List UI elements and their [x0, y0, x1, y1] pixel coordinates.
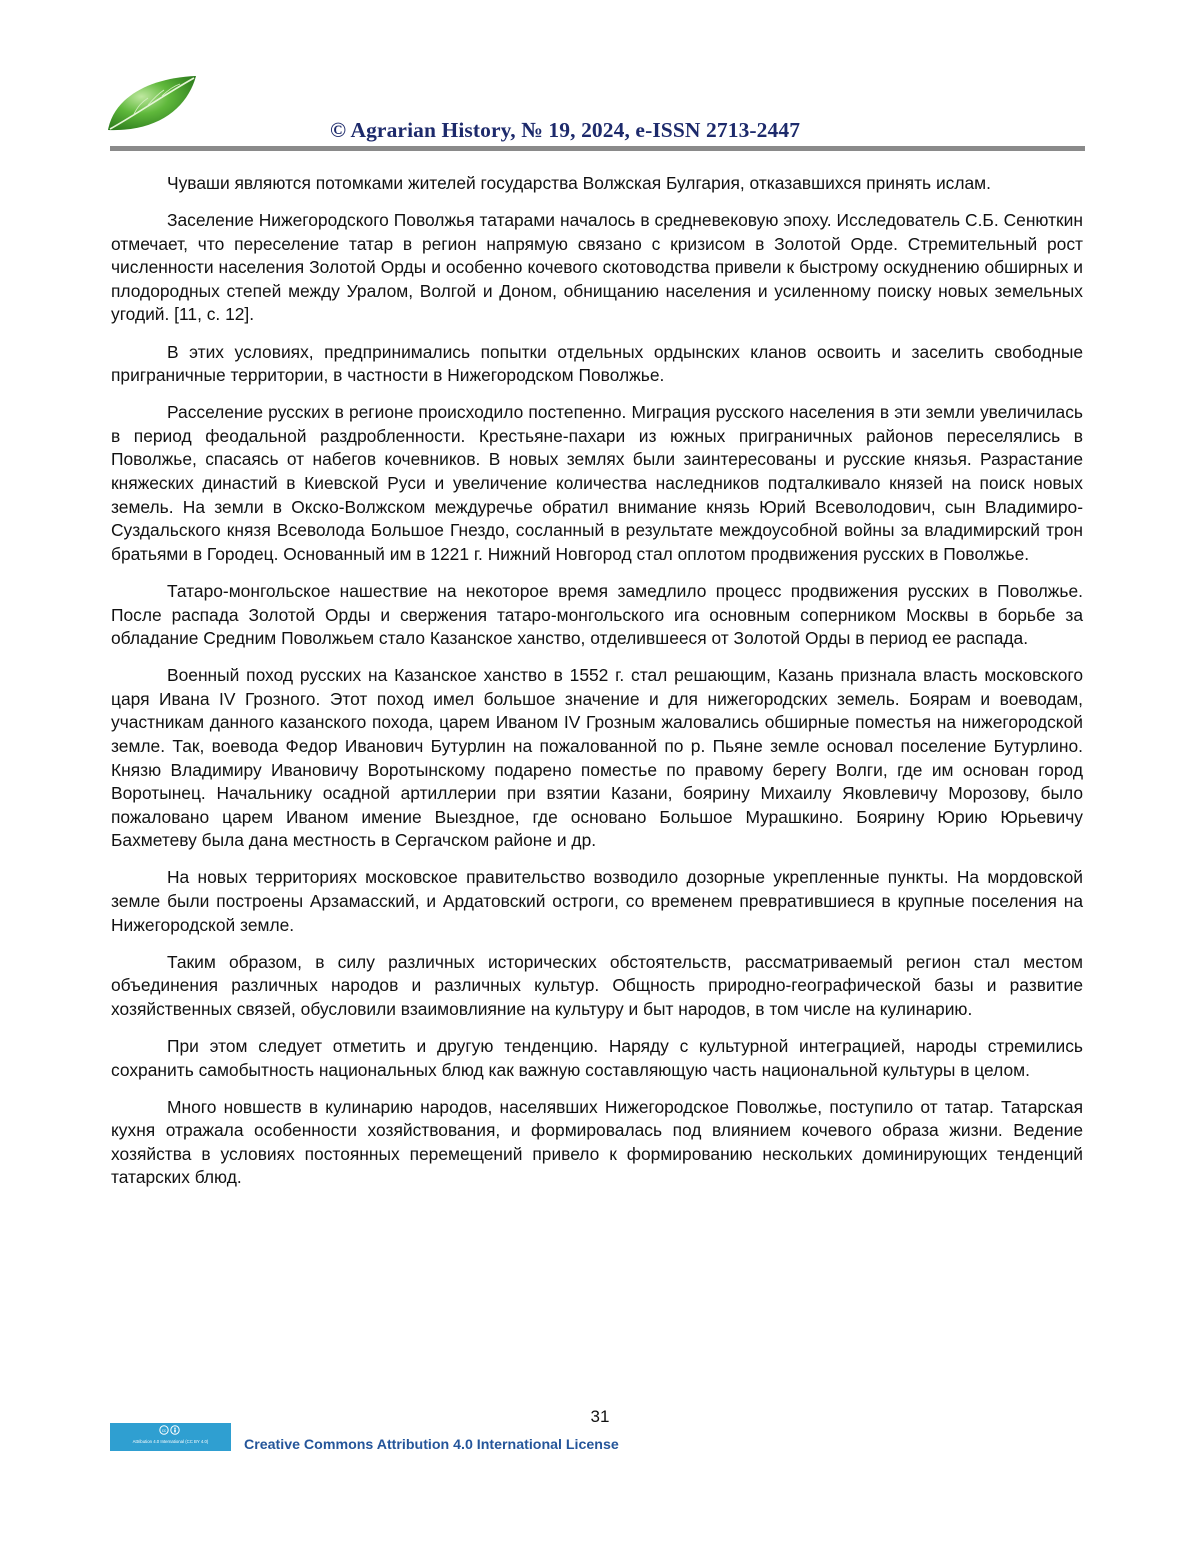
paragraph: На новых территориях московское правительство возводило дозорные укрепленные пункты. На мордовской земле были построены Арзамасский, и Ардатовский остроги, со временем превратившиеся в крупные поселения на Нижегородской земле. [111, 867, 1083, 935]
leaf-icon [104, 72, 200, 136]
cc-badge-text: Attribution 4.0 International (CC BY 4.0) [132, 1439, 209, 1444]
cc-license-badge[interactable] [110, 1423, 231, 1451]
paragraph: Чуваши являются потомками жителей государства Волжская Булгария, отказавшихся принять ислам. [167, 173, 991, 193]
paragraph: В этих условиях, предпринимались попытки отдельных ордынских кланов освоить и заселить свободные приграничные территории, в частности в Нижегородском Поволжье. [111, 341, 1083, 386]
header-divider [110, 146, 1085, 151]
paragraph: Заселение Нижегородского Поволжья татарами началось в средневековую эпоху. Исследователь С.Б. Сенюткин отмечает, что переселение татар в регион напрямую связано с кризисом в Золотой Орде. Стремительный рост численности населения Золотой Орды и особенно кочевого скотоводства привели к быстрому оскуднению обширных и плодородных степей между Уралом, Волгой и Доном, обнищанию населения и усиленному поиску новых земельных угодий. [11, с. 12]. [111, 210, 1083, 325]
creative-commons-icon [158, 1425, 182, 1435]
paragraph: Расселение русских в регионе происходило постепенно. Миграция русского населения в эти земли увеличилась в период феодальной раздробленности. Крестьяне-пахари из южных приграничных районов переселялись в Поволжье, спасаясь от набегов кочевников. В новых землях были заинтересованы и русские князья. Разрастание княжеских династий в Киевской Руси и увеличение количества наследников подталкивало князей на поиск новых земель. На земли в Окско-Волжском междуречье обратил внимание князь Юрий Всеволодович, сын Владимиро-Суздальского князя Всеволода Большое Гнездо, сосланный в результате междоусобной войны за владимирский трон братьями в Городец. Основанный им в 1221 г. Нижний Новгород стал оплотом продвижения русских в Поволжье. [111, 402, 1083, 564]
license-link[interactable]: Creative Commons Attribution 4.0 International License [244, 1437, 619, 1453]
svg-text:cc: cc [161, 1427, 167, 1433]
journal-header: © Agrarian History, № 19, 2024, e-ISSN 2713-2447 [330, 118, 801, 142]
paragraph: Военный поход русских на Казанское ханство в 1552 г. стал решающим, Казань признала власть московского царя Ивана IV Грозного. Этот поход имел большое значение и для нижегородских земель. Боярам и воеводам, участникам данного казанского похода, царем Иваном IV Грозным жаловались обширные поместья на нижегородской земле. Так, воевода Федор Иванович Бутурлин на пожалованной по р. Пьяне земле основал поселение Бутурлино. Князю Владимиру Ивановичу Воротынскому подарено поместье по правому берегу Волги, где им основан город Воротынец. Начальнику осадной артиллерии при взятии Казани, боярину Михаилу Яковлевичу Морозову, было пожаловано царем Иваном имение Выездное, где основано Большое Мурашкино. Боярину Юрию Юрьевичу Бахметеву была дана местность в Сергачском районе и др. [111, 665, 1083, 851]
paragraph: Таким образом, в силу различных исторических обстоятельств, рассматриваемый регион стал местом объединения различных народов и различных культур. Общность природно-географической базы и развитие хозяйственных связей, обусловили взаимовлияние на культуру и быт народов, в том числе на кулинарию. [111, 951, 1083, 1019]
article-body [111, 172, 1083, 1204]
paragraph: Много новшеств в кулинарию народов, населявших Нижегородское Поволжье, поступило от татар. Татарская кухня отражала особенности хозяйствования, и формировалась под влиянием кочевого образа жизни. Ведение хозяйства в условиях постоянных перемещений привело к формированию нескольких доминирующих тенденций татарских блюд. [111, 1096, 1083, 1188]
paragraph: Татаро-монгольское нашествие на некоторое время замедлило процесс продвижения русских в Поволжье. После распада Золотой Орды и свержения татаро-монгольского ига основным соперником Москвы в борьбе за обладание Средним Поволжьем стало Казанское ханство, отделившееся от Золотой Орды в период ее распада. [111, 580, 1083, 649]
page-number: 31 [590, 1407, 610, 1426]
paragraph: При этом следует отметить и другую тенденцию. Наряду с культурной интеграцией, народы стремились сохранить самобытность национальных блюд как важную составляющую часть национальной культуры в целом. [111, 1036, 1083, 1080]
